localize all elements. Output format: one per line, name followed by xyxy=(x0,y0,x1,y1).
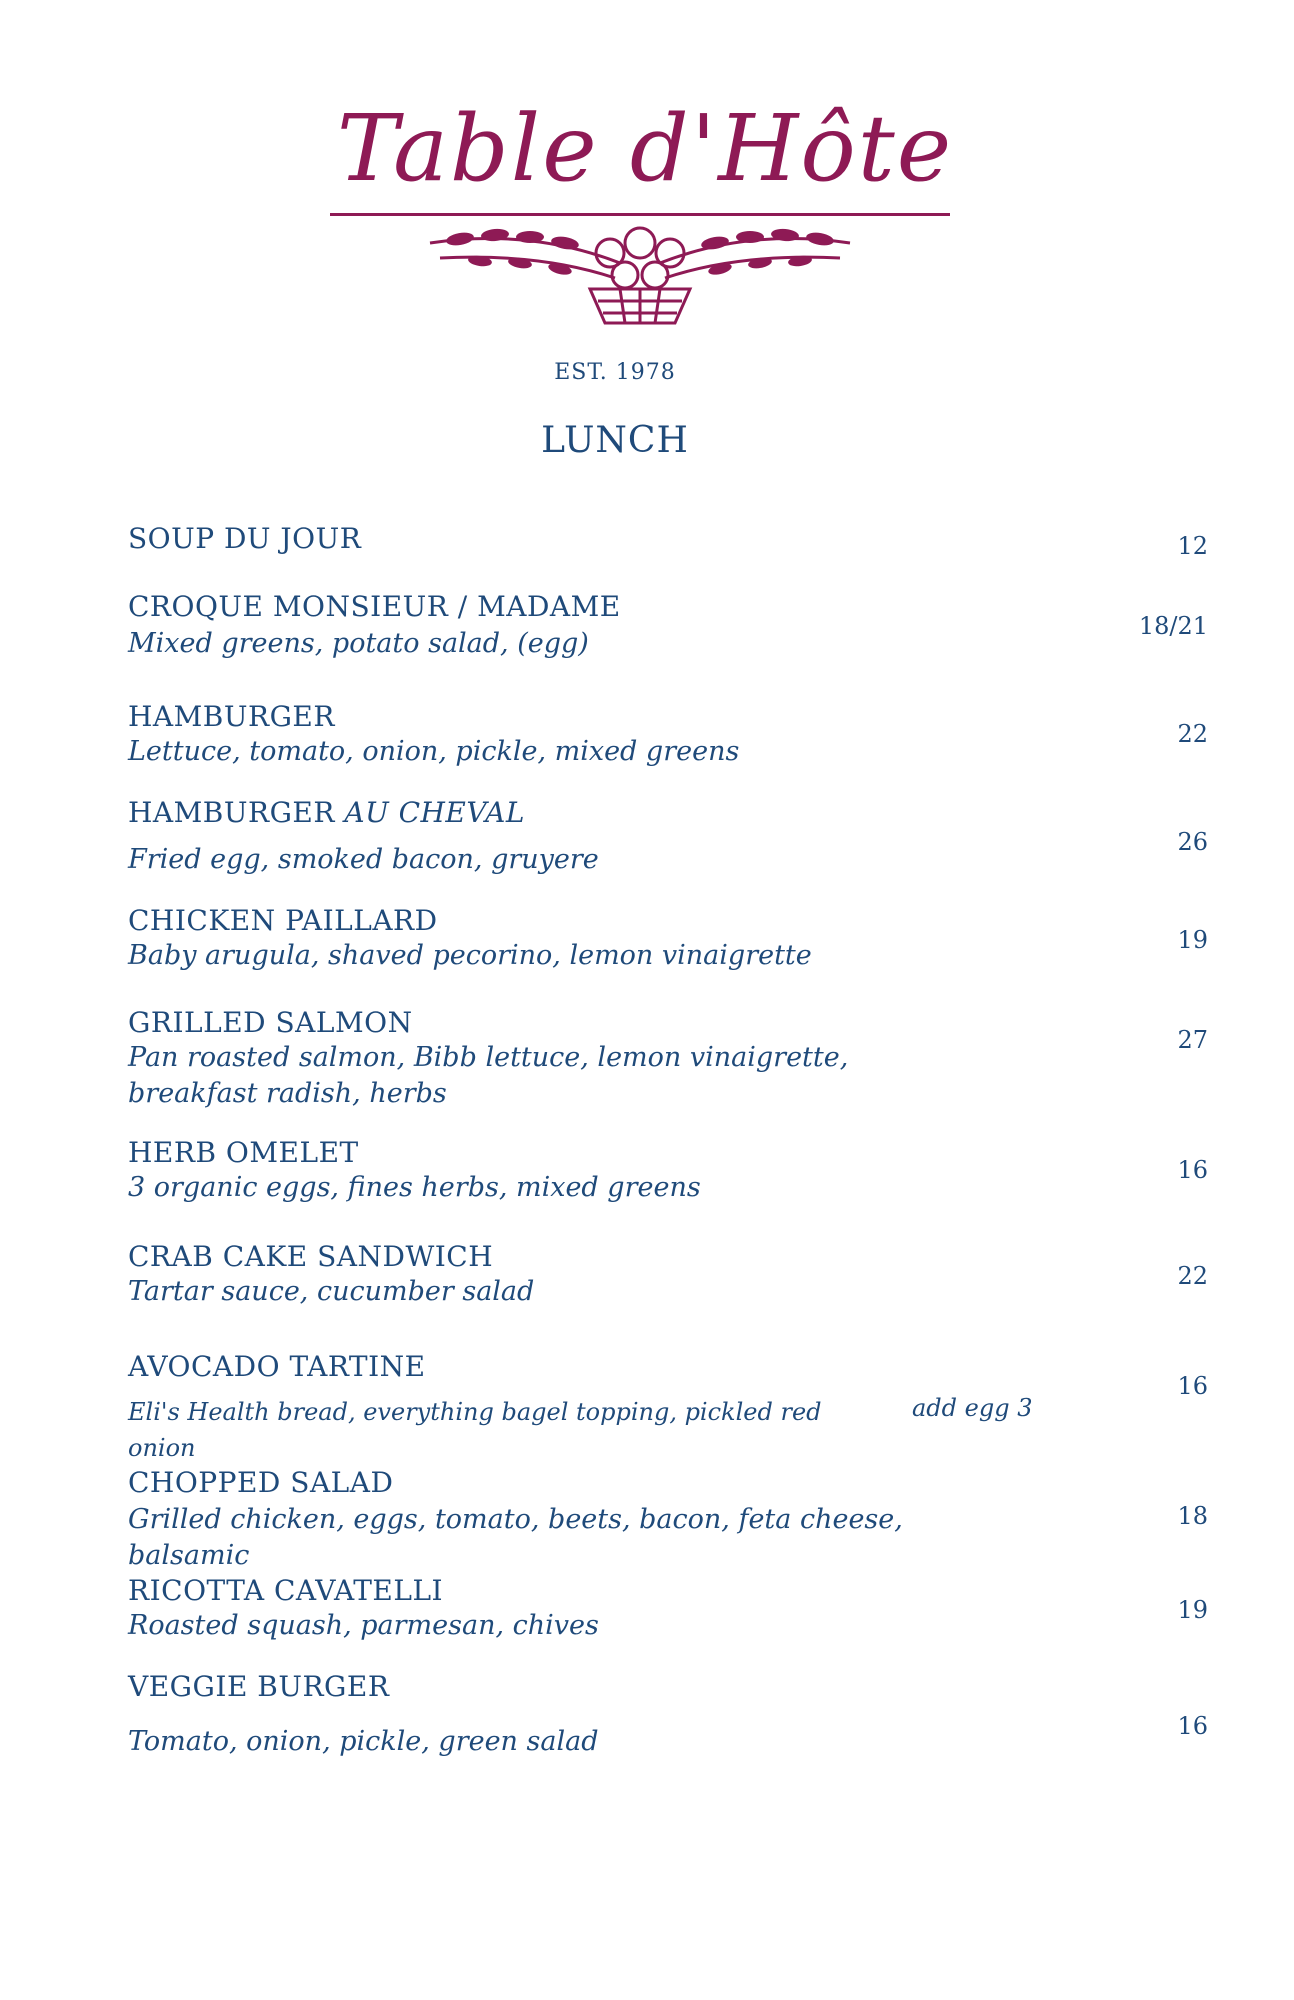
menu-item-name-text: HAMBURGER xyxy=(128,796,335,829)
menu-item-name: CRAB CAKE SANDWICH xyxy=(128,1240,494,1273)
menu-item-name: GRILLED SALMON xyxy=(128,1006,413,1039)
fruit-basket-ornament-icon xyxy=(420,223,860,335)
menu-item-description: 3 organic eggs, fines herbs, mixed greens xyxy=(128,1172,701,1203)
menu-item-price: 27 xyxy=(1177,1026,1208,1054)
menu-item-name: SOUP DU JOUR xyxy=(128,522,362,555)
menu-item-price: 22 xyxy=(1177,720,1208,748)
menu-item-description: Grilled chicken, eggs, tomato, beets, bacon, feta cheese, balsamic xyxy=(128,1504,903,1571)
menu-item-name-italic: AU CHEVAL xyxy=(344,796,525,829)
menu-item-name: RICOTTA CAVATELLI xyxy=(128,1574,444,1607)
menu-item-price: 19 xyxy=(1177,926,1208,954)
logo-rule xyxy=(330,213,950,216)
menu-item-addon: add egg 3 xyxy=(912,1394,1033,1422)
menu-item-price: 16 xyxy=(1177,1712,1208,1740)
menu-item-description: Lettuce, tomato, onion, pickle, mixed greens xyxy=(128,736,740,767)
menu-item-price: 18 xyxy=(1177,1502,1208,1530)
menu-item-name: CROQUE MONSIEUR / MADAME xyxy=(128,590,621,623)
menu-item-name xyxy=(128,796,525,829)
menu-item-price: 26 xyxy=(1177,828,1208,856)
menu-item-name: HAMBURGER xyxy=(128,700,335,733)
menu-item-description: Fried egg, smoked bacon, gruyere xyxy=(128,844,599,875)
menu-item-description: Tartar sauce, cucumber salad xyxy=(128,1276,535,1307)
menu-item-description: Roasted squash, parmesan, chives xyxy=(128,1610,599,1641)
menu-item-description: Pan roasted salmon, Bibb lettuce, lemon vinaigrette, breakfast radish, herbs xyxy=(128,1042,849,1109)
menu-item-price: 22 xyxy=(1177,1262,1208,1290)
menu-item-price: 18/21 xyxy=(1138,612,1208,640)
menu-item-description: Tomato, onion, pickle, green salad xyxy=(128,1726,599,1757)
section-title: LUNCH xyxy=(541,420,689,461)
menu-item-description: Baby arugula, shaved pecorino, lemon vinaigrette xyxy=(128,940,812,971)
established-year: EST. 1978 xyxy=(554,360,676,385)
menu-item-name: CHICKEN PAILLARD xyxy=(128,904,438,937)
menu-item-name: AVOCADO TARTINE xyxy=(128,1350,426,1383)
menu-item-name: HERB OMELET xyxy=(128,1136,359,1169)
restaurant-logo xyxy=(330,95,960,335)
menu-item-name: VEGGIE BURGER xyxy=(128,1670,390,1703)
menu-item-price: 12 xyxy=(1177,532,1208,560)
menu-item-price: 19 xyxy=(1177,1596,1208,1624)
menu-item-price: 16 xyxy=(1177,1372,1208,1400)
menu-item-name: CHOPPED SALAD xyxy=(128,1466,394,1499)
menu-item-price: 16 xyxy=(1177,1156,1208,1184)
menu-item-description: Mixed greens, potato salad, (egg) xyxy=(128,628,589,659)
menu-item-description: Eli's Health bread, everything bagel topping, pickled red onion xyxy=(128,1398,822,1462)
logo-wordmark: Table d'Hôte xyxy=(336,95,954,202)
